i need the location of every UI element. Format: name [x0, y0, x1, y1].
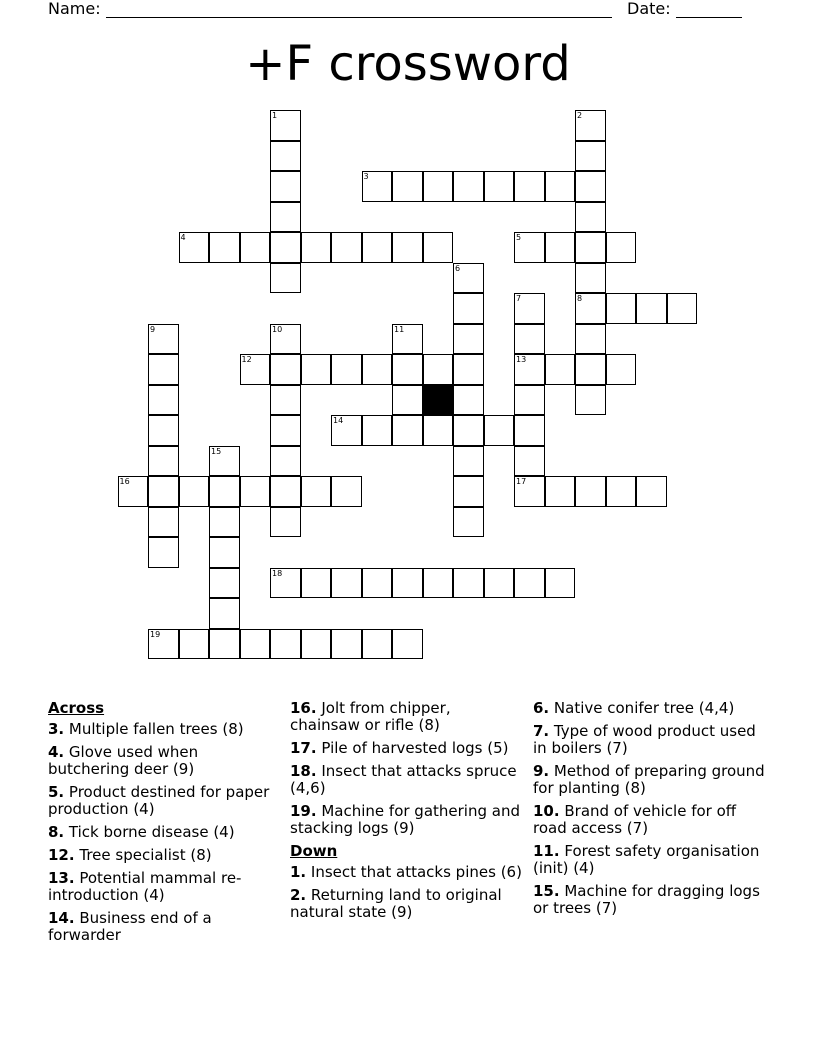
grid-cell[interactable]	[148, 324, 179, 355]
clue-down: 10. Brand of vehicle for off road access (7)	[533, 802, 737, 837]
clue-across: 17. Pile of harvested logs (5)	[290, 739, 509, 757]
grid-cell[interactable]	[545, 568, 576, 599]
grid-cell[interactable]	[209, 598, 240, 629]
grid-cell[interactable]	[575, 263, 606, 294]
grid-cell[interactable]	[514, 232, 545, 263]
grid-cell[interactable]	[148, 415, 179, 446]
grid-cell[interactable]	[575, 324, 606, 355]
grid-cell[interactable]	[148, 446, 179, 477]
grid-cell[interactable]	[484, 568, 515, 599]
grid-cell[interactable]	[270, 446, 301, 477]
grid-cell[interactable]	[392, 385, 423, 416]
grid-cell[interactable]	[606, 232, 637, 263]
grid-cell[interactable]	[392, 232, 423, 263]
clue-number: 16	[119, 477, 130, 486]
clue-number: 9	[150, 324, 156, 334]
grid-cell[interactable]	[453, 385, 484, 416]
grid-cell[interactable]	[545, 232, 576, 263]
grid-cell[interactable]	[148, 537, 179, 568]
clue-across: 5. Product destined for paper production (4)	[48, 783, 270, 818]
grid-cell[interactable]	[453, 263, 484, 294]
grid-cell[interactable]	[148, 629, 179, 660]
grid-cell[interactable]	[179, 629, 210, 660]
grid-cell[interactable]	[575, 110, 606, 141]
grid-cell[interactable]	[270, 232, 301, 263]
grid-cell[interactable]	[575, 141, 606, 172]
grid-cell[interactable]	[392, 354, 423, 385]
grid-cell[interactable]	[575, 171, 606, 202]
grid-cell[interactable]	[301, 232, 332, 263]
clue-number: 3	[363, 172, 369, 181]
clue-number: 2	[577, 111, 583, 120]
clue-number: 10	[272, 324, 283, 334]
clue-number: 6	[455, 263, 461, 273]
grid-cell[interactable]	[575, 232, 606, 263]
clue-down: 2. Returning land to original natural state (9)	[290, 886, 502, 921]
grid-cell[interactable]	[392, 568, 423, 599]
clues-column-1	[48, 700, 283, 950]
grid-cell[interactable]	[514, 415, 545, 446]
clue-number: 19	[150, 629, 161, 639]
black-cell	[423, 385, 454, 416]
clue-across: 14. Business end of a forwarder	[48, 909, 212, 944]
grid-cell[interactable]	[209, 537, 240, 568]
grid-cell[interactable]	[240, 354, 271, 385]
grid-cell[interactable]	[270, 171, 301, 202]
clue-number: 18	[272, 568, 283, 578]
grid-cell[interactable]	[423, 415, 454, 446]
grid-cell[interactable]	[453, 446, 484, 477]
grid-cell[interactable]	[240, 232, 271, 263]
grid-cell[interactable]	[453, 171, 484, 202]
grid-cell[interactable]	[636, 476, 667, 507]
grid-cell[interactable]	[331, 232, 362, 263]
grid-cell[interactable]	[270, 476, 301, 507]
grid-cell[interactable]	[301, 476, 332, 507]
grid-cell[interactable]	[331, 476, 362, 507]
clue-across: 19. Machine for gathering and stacking logs (9)	[290, 802, 520, 837]
grid-cell[interactable]	[667, 293, 698, 324]
grid-cell[interactable]	[148, 476, 179, 507]
grid-cell[interactable]	[606, 354, 637, 385]
grid-cell[interactable]	[453, 568, 484, 599]
clue-number: 11	[394, 324, 405, 334]
grid-cell[interactable]	[331, 629, 362, 660]
grid-cell[interactable]	[362, 232, 393, 263]
grid-cell[interactable]	[331, 415, 362, 446]
grid-cell[interactable]	[392, 629, 423, 660]
grid-cell[interactable]	[575, 385, 606, 416]
date-label: Date:	[627, 0, 671, 18]
grid-cell[interactable]	[270, 202, 301, 233]
clue-down: 6. Native conifer tree (4,4)	[533, 699, 735, 717]
grid-cell[interactable]	[606, 293, 637, 324]
grid-cell[interactable]	[270, 629, 301, 660]
grid-cell[interactable]	[301, 354, 332, 385]
grid-cell[interactable]	[392, 324, 423, 355]
grid-cell[interactable]	[270, 263, 301, 294]
clue-across: 18. Insect that attacks spruce (4,6)	[290, 762, 517, 797]
grid-cell[interactable]	[331, 568, 362, 599]
down-heading: Down	[290, 842, 338, 860]
clue-down: 11. Forest safety organisation (init) (4)	[533, 842, 760, 877]
grid-cell[interactable]	[331, 354, 362, 385]
grid-cell[interactable]	[209, 446, 240, 477]
grid-cell[interactable]	[209, 629, 240, 660]
grid-cell[interactable]	[453, 293, 484, 324]
grid-cell[interactable]	[392, 171, 423, 202]
grid-cell[interactable]	[575, 293, 606, 324]
grid-cell[interactable]	[514, 324, 545, 355]
grid-cell[interactable]	[270, 354, 301, 385]
clue-number: 7	[516, 294, 522, 303]
grid-cell[interactable]	[453, 354, 484, 385]
grid-cell[interactable]	[575, 202, 606, 233]
grid-cell[interactable]	[148, 385, 179, 416]
grid-cell[interactable]	[545, 354, 576, 385]
clue-number: 5	[516, 233, 522, 242]
grid-cell[interactable]	[270, 141, 301, 172]
grid-cell[interactable]	[575, 476, 606, 507]
grid-cell[interactable]	[362, 171, 393, 202]
grid-cell[interactable]	[118, 476, 149, 507]
clue-down: 1. Insect that attacks pines (6)	[290, 863, 522, 881]
grid-cell[interactable]	[514, 568, 545, 599]
clue-number: 8	[577, 294, 583, 303]
grid-cell[interactable]	[636, 293, 667, 324]
grid-cell[interactable]	[362, 354, 393, 385]
grid-cell[interactable]	[148, 507, 179, 538]
grid-cell[interactable]	[362, 629, 393, 660]
grid-cell[interactable]	[240, 476, 271, 507]
page-title: +F crossword	[245, 36, 571, 92]
grid-cell[interactable]	[484, 171, 515, 202]
clue-across: 8. Tick borne disease (4)	[48, 823, 235, 841]
clue-across: 12. Tree specialist (8)	[48, 846, 212, 864]
grid-cell[interactable]	[209, 568, 240, 599]
grid-cell[interactable]	[270, 507, 301, 538]
clues-column-3	[533, 700, 768, 923]
grid-cell[interactable]	[606, 476, 637, 507]
grid-cell[interactable]	[514, 171, 545, 202]
grid-cell[interactable]	[453, 324, 484, 355]
grid-cell[interactable]	[423, 354, 454, 385]
across-heading: Across	[48, 699, 105, 717]
grid-cell[interactable]	[209, 476, 240, 507]
grid-cell[interactable]	[301, 629, 332, 660]
grid-cell[interactable]	[484, 415, 515, 446]
grid-cell[interactable]	[362, 568, 393, 599]
grid-cell[interactable]	[453, 507, 484, 538]
name-label: Name:	[48, 0, 101, 18]
grid-cell[interactable]	[423, 171, 454, 202]
grid-cell[interactable]	[179, 232, 210, 263]
clue-down: 9. Method of preparing ground for planting (8)	[533, 762, 765, 797]
grid-cell[interactable]	[514, 293, 545, 324]
grid-cell[interactable]	[301, 568, 332, 599]
grid-cell[interactable]	[453, 415, 484, 446]
grid-cell[interactable]	[240, 629, 271, 660]
grid-cell[interactable]	[148, 354, 179, 385]
clue-number: 13	[516, 355, 527, 364]
grid-cell[interactable]	[270, 415, 301, 446]
grid-cell[interactable]	[362, 415, 393, 446]
grid-cell[interactable]	[423, 568, 454, 599]
clues-column-2	[290, 700, 525, 927]
clue-number: 15	[211, 446, 222, 456]
grid-cell[interactable]	[575, 354, 606, 385]
grid-cell[interactable]	[209, 507, 240, 538]
grid-cell[interactable]	[270, 110, 301, 141]
clue-down: 15. Machine for dragging logs or trees (7)	[533, 882, 760, 917]
clue-down: 7. Type of wood product used in boilers (7)	[533, 722, 756, 757]
clue-number: 1	[272, 111, 278, 120]
clue-number: 12	[241, 355, 252, 364]
grid-cell[interactable]	[545, 171, 576, 202]
grid-cell[interactable]	[270, 385, 301, 416]
clue-number: 17	[516, 477, 527, 486]
grid-cell[interactable]	[179, 476, 210, 507]
grid-cell[interactable]	[209, 232, 240, 263]
grid-cell[interactable]	[514, 354, 545, 385]
clue-across: 13. Potential mammal re-introduction (4)	[48, 869, 242, 904]
clue-number: 4	[180, 233, 186, 242]
grid-cell[interactable]	[270, 324, 301, 355]
clue-across: 16. Jolt from chipper, chainsaw or rifle (8)	[290, 699, 451, 734]
grid-cell[interactable]	[545, 476, 576, 507]
clue-number: 14	[333, 416, 344, 425]
grid-cell[interactable]	[423, 232, 454, 263]
clue-across: 3. Multiple fallen trees (8)	[48, 720, 244, 738]
clue-across: 4. Glove used when butchering deer (9)	[48, 743, 199, 778]
grid-cell[interactable]	[514, 446, 545, 477]
grid-cell[interactable]	[514, 385, 545, 416]
grid-cell[interactable]	[392, 415, 423, 446]
grid-cell[interactable]	[453, 476, 484, 507]
grid-cell[interactable]	[514, 476, 545, 507]
grid-cell[interactable]	[270, 568, 301, 599]
